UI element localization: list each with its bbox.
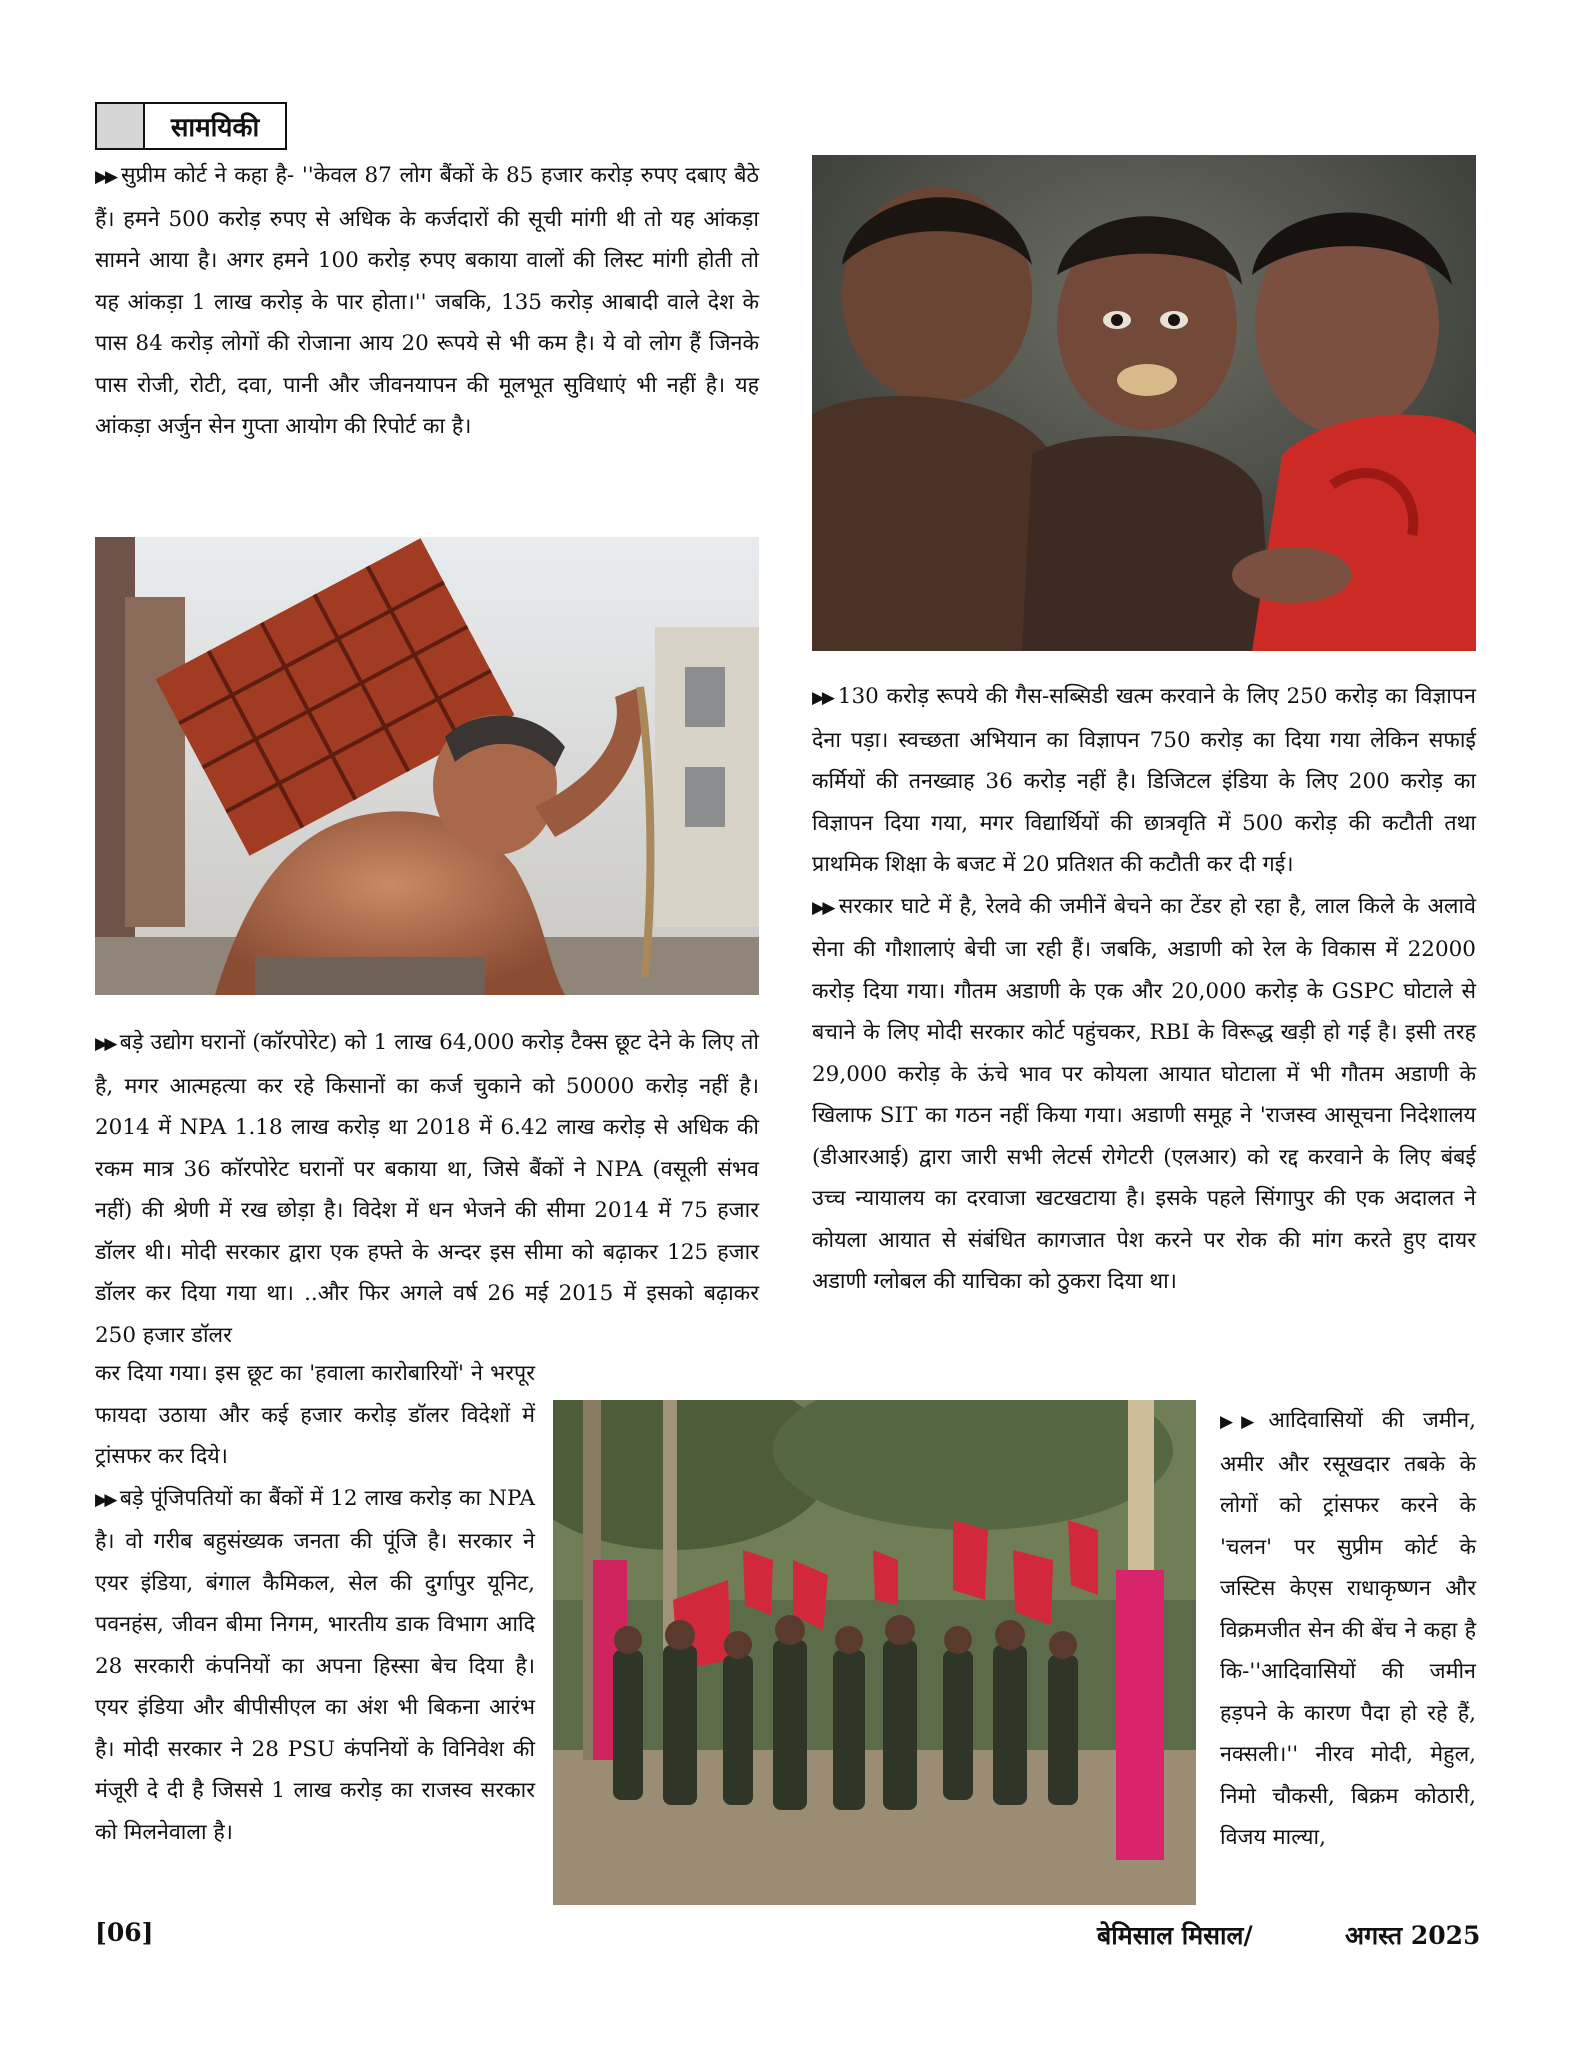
paragraph-advertisement-spending: ▶▶ 130 करोड़ रूपये की गैस-सब्सिडी खत्म करवाने के लिए 250 करोड़ का विज्ञापन देना पड़ा। स्वच्छता अभियान का विज्ञापन 750 करोड़ का दिया गया लेकिन सफाई कर्मियों की तनख्वाह 36 करोड़ नहीं है। डिजिटल इंडिया के लिए 200 करोड़ का विज्ञापन दिया गया, मगर विद्यार्थियों की छात्रवृति में 500 करोड़ की कटौती तथा प्राथमिक शिक्षा के बजट में 20 प्रतिशत की कटौती कर दी गई। ▶▶ सरकार घाटे में है, रेलवे की जमीनें बेचने का टेंडर हो रहा है, लाल किले के अलावे सेना की गौशालाएं बेची जा रही हैं। जबकि, अडाणी को रेल के विकास में 22000 करोड़ दिया गया। गौतम अडाणी के एक और 20,000 करोड़ के GSPC घोटाले से बचाने के लिए मोदी सरकार कोर्ट पहुंचकर, RBI के विरूद्ध खड़ी हो गई है। इसी तरह 29,000 करोड़ के ऊंचे भाव पर कोयला आयात घोटाला में भी गौतम अडाणी के खिलाफ SIT का गठन नहीं किया गया। अडाणी समूह ने 'राजस्व आसूचना निदेशालय (डीआरआई) द्वारा जारी सभी लेटर्स रोगेटरी (एलआर) को रद्द करवाने के लिए बंबई उच्च न्यायालय का दरवाजा खटखटाया है। इसके पहले सिंगापुर की एक अदालत ने कोयला आयात से संबंधित कागजात पेश करने पर रोक की मांग करते हुए दायर अडाणी ग्लोबल की याचिका को ठुकरा दिया था। (812, 684, 1476, 1294)
section-tag-shade (97, 104, 145, 148)
magazine-name: बेमिसाल मिसाल/ (1097, 1921, 1253, 1950)
photo-armed-group-red-flags (553, 1400, 1196, 1905)
photo-children-eating (812, 155, 1476, 651)
paragraph-hawala: कर दिया गया। इस छूट का 'हवाला कारोबारियों' ने भरपूर फायदा उठाया और कई हजार करोड़ डॉलर विदेशों में ट्रांसफर कर दिये। ▶▶ बड़े पूंजिपतियों का बैंकों में 12 लाख करोड़ का NPA है। वो गरीब बहुसंख्यक जनता की पूंजि है। सरकार ने एयर इंडिया, बंगाल कैमिकल, सेल की दुर्गापुर यूनिट, पवनहंस, जीवन बीमा निगम, भारतीय डाक विभाग आदि 28 सरकारी कंपनियों का अपना हिस्सा बेच दिया है। एयर इंडिया और बीपीसीएल का अंश भी बिकना आरंभ है। मोदी सरकार ने 28 PSU कंपनियों के विनिवेश की मंजूरी दे दी है जिससे 1 लाख करोड़ का राजस्व सरकार को मिलनेवाला है। (95, 1361, 535, 1845)
bullet-arrow-icon: ▶▶ (812, 688, 832, 708)
section-tag (95, 102, 287, 150)
bullet-arrow-icon: ▶▶ (95, 167, 115, 187)
section-tag-label: सामयिकी (170, 113, 260, 143)
bullet-arrow-icon: ▶▶ (95, 1489, 114, 1510)
page-number: [06] (95, 1918, 154, 1947)
bullet-arrow-icon: ▶▶ (1220, 1412, 1263, 1432)
bullet-arrow-icon: ▶▶ (95, 1034, 114, 1054)
paragraph-supreme-court: ▶▶ सुप्रीम कोर्ट ने कहा है- ''केवल 87 लोग बैंकों के 85 हजार करोड़ रुपए दबाए बैठे हैं। हमने 500 करोड़ रुपए से अधिक के कर्जदारों की सूची मांगी थी तो यह आंकड़ा सामने आया है। अगर हमने 100 करोड़ रुपए बकाया वालों की लिस्ट मांगी होती तो यह आंकड़ा 1 लाख करोड़ के पार होता।'' जबकि, 135 करोड़ आबादी वाले देश के पास 84 करोड़ लोगों की रोजाना आय 20 रूपये से भी कम है। ये वो लोग हैं जिनके पास रोजी, रोटी, दवा, पानी और जीवनयापन की मूलभूत सुविधाएं भी नहीं है। यह आंकड़ा अर्जुन सेन गुप्ता आयोग की रिपोर्ट का है। (95, 163, 759, 439)
issue-date: अगस्त 2025 (1345, 1921, 1481, 1950)
paragraph-corporate-tax: ▶▶ बड़े उद्योग घरानों (कॉरपोरेट) को 1 लाख 64,000 करोड़ टैक्स छूट देने के लिए तो है, मगर आत्महत्या कर रहे किसानों का कर्ज चुकाने को 50000 करोड़ नहीं है। 2014 में NPA 1.18 लाख करोड़ था 2018 में 6.42 लाख करोड़ से अधिक की रकम मात्र 36 कॉरपोरेट घरानों पर बकाया था, जिसे बैंकों ने NPA (वसूली संभव नहीं) की श्रेणी में रख छोड़ा है। विदेश में धन भेजने की सीमा 2014 में 75 हजार डॉलर थी। मोदी सरकार द्वारा एक हफ्ते के अन्दर इस सीमा को बढ़ाकर 125 हजार डॉलर कर दिया गया था। ..और फिर अगले वर्ष 26 मई 2015 में इसको बढ़ाकर 250 हजार डॉलर (95, 1030, 759, 1348)
bullet-arrow-icon: ▶▶ (812, 897, 833, 918)
paragraph-tribal-land: ▶▶ आदिवासियों की जमीन, अमीर और रसूखदार तबके के लोगों को ट्रांसफर करने के 'चलन' पर सुप्रीम कोर्ट के जस्टिस केएस राधाकृष्णन और विक्रमजीत सेन की बेंच ने कहा है कि-''आदिवासियों की जमीन हड़पने के कारण पैदा हो रहे हैं, नक्सली।'' नीरव मोदी, मेहुल, निमो चौकसी, बिक्रम कोठारी, विजय माल्या, (1220, 1408, 1476, 1850)
photo-laborer-carrying-bricks (95, 537, 759, 995)
